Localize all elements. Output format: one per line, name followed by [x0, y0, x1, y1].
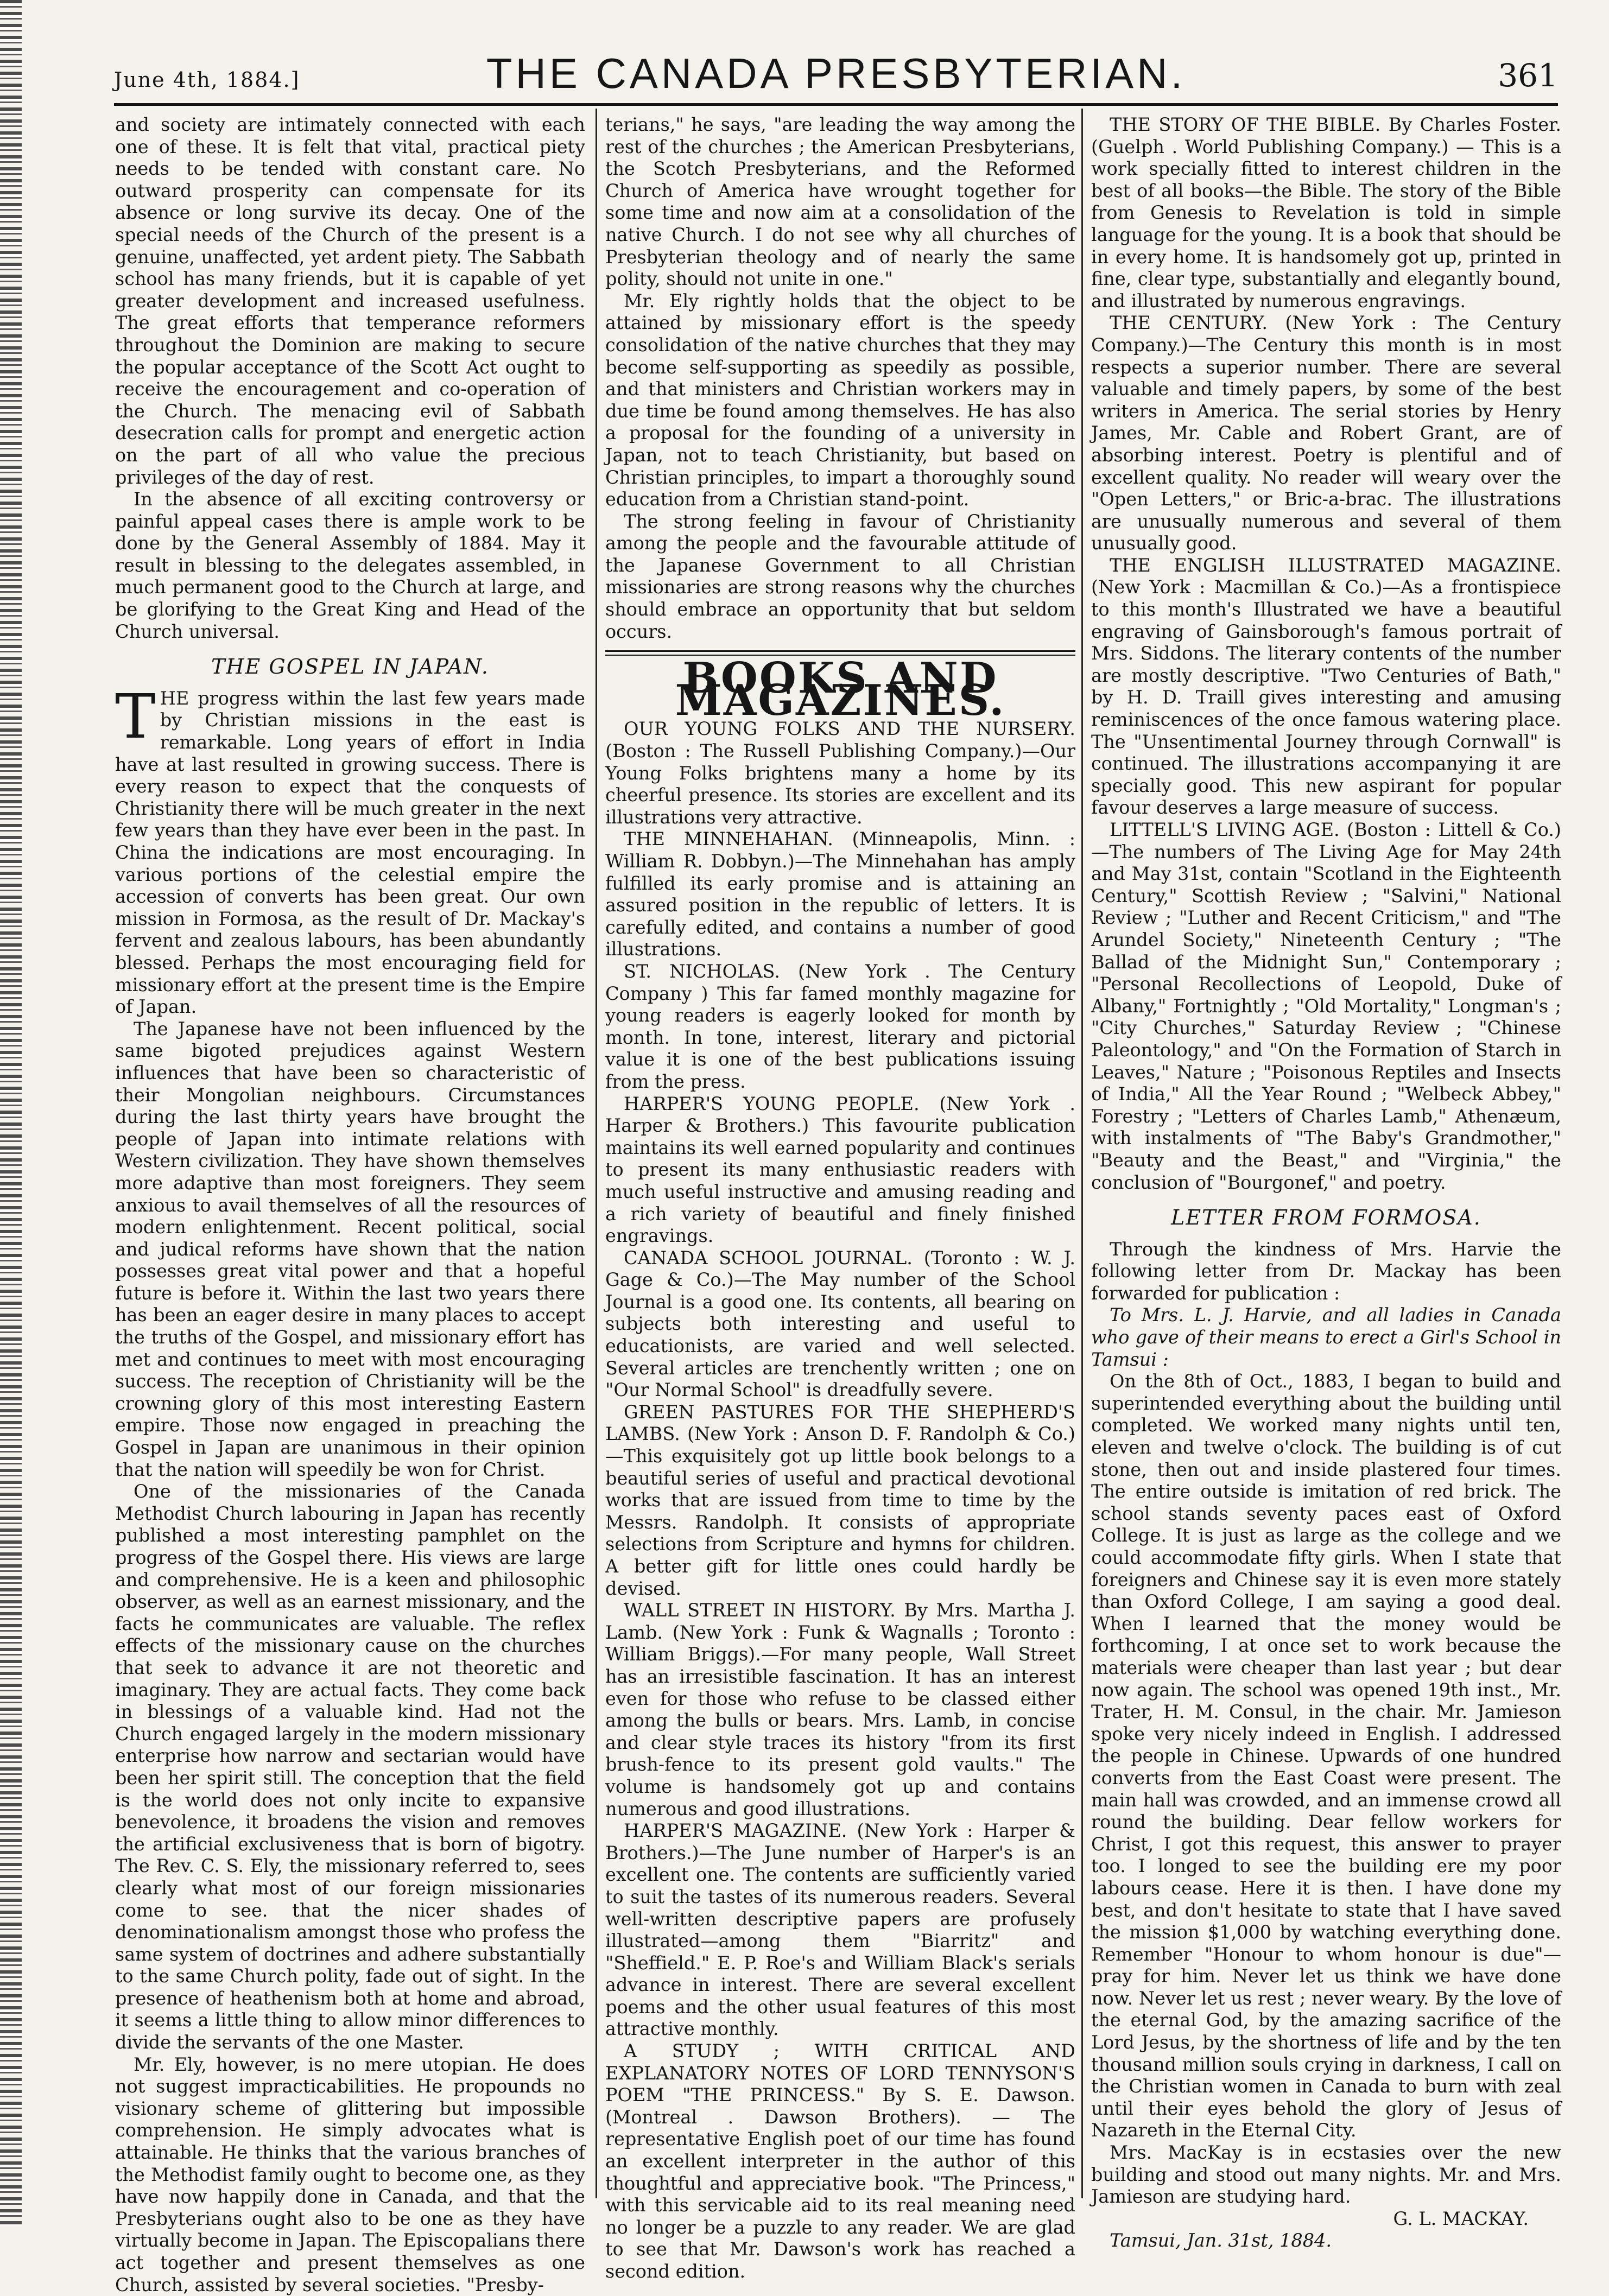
paragraph: On the 8th of Oct., 1883, I began to build and superintended everything about the building until completed. We worked many nights until ten, eleven and twelve o'clock. The building is of cut stone, then out and inside plastered four times. The entire outside is imitation of red brick. The school stands seventy paces east of Oxford College. It is just as large as the college and we could accommodate fifty girls. When I state that foreigners and Chinese say it is even more stately than Oxford College, I am saying a good deal. When I learned that the money would be forthcoming, I at once set to work because the materials were cheaper than last year ; but dear now again. The school was opened 19th inst., Mr. Trater, H. M. Consul, in the chair. Mr. Jamieson spoke very nicely indeed in English. I addressed the people in Chinese. Upwards of one hundred converts from the East Coast were present. The main hall was crowded, and an immense crowd all round the building. Dear fellow workers for Christ, I got this request, this answer to prayer too. I longed to see the building ere my poor labours cease. Here it is then. I have done my best, and don't hesitate to state that I have saved the mission $1,000 by watching everything done. Remember "Honour to whom honour is due"—pray for him. Never let us think we have done now. Never let us rest ; never weary. By the love of the eternal God, by the amazing sacrifice of the Lord Jesus, by the shortness of life and by the ten thousand million souls crying in darkness, I call on the Christian women in Canada to burn with zeal until their eyes behold the glory of Jesus of Nazareth in the Eternal City. [1091, 1371, 1561, 2141]
section-banner: BOOKS AND MAGAZINES. [675, 654, 1006, 725]
section-heading: THE GOSPEL IN JAPAN. [211, 655, 489, 679]
signature: G. L. MACKAY. [1393, 2208, 1529, 2229]
binding-edge [0, 0, 22, 2225]
column-2 [605, 114, 1075, 2282]
column-divider [1081, 109, 1083, 2198]
page-number: 361 [1498, 57, 1558, 94]
issue-date: June 4th, 1884.] [114, 68, 300, 92]
review-item: WALL STREET IN HISTORY. By Mrs. Martha J. Lamb. (New York : Funk & Wagnalls ; Toronto : William Briggs).—For many people, Wall Street has an irresistible fascination. It has an interest even for those who refuse to be classed either among the bulls or bears. Mrs. Lamb, in concise and clear style traces its history "from its first brush-fence to its present gold vaults." The volume is handsomely got up and contains numerous and good illustrations. [605, 1600, 1075, 1819]
paragraph: The Japanese have not been influenced by the same bigoted prejudices against Western influences that have been so characteristic of their Mongolian neighbours. Circumstances during the last thirty years have brought the people of Japan into intimate relations with Western civilization. They have shown themselves more adaptive than most foreigners. They seem anxious to avail themselves of all the resources of modern enlightenment. Recent political, social and judical reforms have shown that the nation possesses great vital power and that a hopeful future is before it. Within the last two years there has been an eager desire in many places to accept the truths of the Gospel, and missionary effort has met and continues to meet with most encouraging success. The reception of Christianity will be the crowning glory of this most interesting Eastern empire. Those now engaged in preaching the Gospel in Japan are unanimous in their opinion that the nation will speedily be won for Christ. [115, 1018, 585, 1480]
section-heading: LETTER FROM FORMOSA. [1171, 1206, 1481, 1230]
review-item: OUR YOUNG FOLKS AND THE NURSERY. (Boston : The Russell Publishing Company.)—Our Young Folks brightens many a home by its cheerful presence. Its stories are excellent and its illustrations very attractive. [605, 718, 1075, 828]
drop-cap: T [115, 681, 156, 752]
review-item: ST. NICHOLAS. (New York . The Century Company ) This far famed monthly magazine for young readers is eagerly looked for month by month. In tone, interest, literary and pictorial value it is one of the best publications issuing from the press. [605, 960, 1075, 1092]
column-3 [1091, 114, 1561, 2251]
review-item: THE CENTURY. (New York : The Century Company.)—The Century this month is in most respects a superior number. There are several valuable and timely papers, by some of the best writers in America. The serial stories by Henry James, Mr. Cable and Robert Grant, are of absorbing interest. Poetry is plentiful and of excellent quality. No reader will weary over the "Open Letters," or Bric-a-brac. The illustrations are unusually numerous and several of them unusually good. [1091, 312, 1561, 554]
paragraph: The strong feeling in favour of Christianity among the people and the favourable attitude of the Japanese Government to all Christian missionaries are strong reasons why the churches should embrace an opportunity that but seldom occurs. [605, 510, 1075, 642]
review-item: HARPER'S MAGAZINE. (New York : Harper & Brothers.)—The June number of Harper's is an excellent one. The contents are sufficiently varied to suit the tastes of its numerous readers. Several well-written descriptive papers are profusely illustrated—among them "Biarritz" and "Sheffield." E. P. Roe's and William Black's serials advance in interest. There are several excellent poems and the other usual features of this most attractive monthly. [605, 1820, 1075, 2040]
letter-salutation: To Mrs. L. J. Harvie, and all ladies in Canada who gave of their means to erect a Girl's School in Tamsui : [1091, 1304, 1561, 1370]
column-1 [115, 114, 585, 2295]
masthead-title: THE CANADA PRESBYTERIAN. [486, 49, 1186, 97]
paragraph: Mrs. MacKay is in ecstasies over the new building and stood out many nights. Mr. and Mrs. Jamieson are studying hard. [1091, 2142, 1561, 2208]
review-item: THE STORY OF THE BIBLE. By Charles Foster. (Guelph . World Publishing Company.) — This is a work specially fitted to interest children in the best of all books—the Bible. The story of the Bible from Genesis to Revelation is told in simple language for the young. It is a book that should be in every home. It is handsomely got up, printed in fine, clear type, substantially and elegantly bound, and illustrated by numerous engravings. [1091, 114, 1561, 312]
paragraph: and society are intimately connected with each one of these. It is felt that vital, practical piety needs to be tended with constant care. No outward prosperity can compensate for its absence or long survive its decay. One of the special needs of the Church of the present is a genuine, unaffected, yet ardent piety. The Sabbath school has many friends, but it is capable of yet greater development and increased usefulness. The great efforts that temperance reformers throughout the Dominion are making to secure the popular acceptance of the Scott Act ought to receive the encouragement and co-operation of the Church. The menacing evil of Sabbath desecration calls for prompt and energetic action on the part of all who value the precious privileges of the day of rest. [115, 114, 585, 488]
paragraph: In the absence of all exciting controversy or painful appeal cases there is ample work to be done by the General Assembly of 1884. May it result in blessing to the delegates assembled, in much permanent good to the Church at large, and be glorifying to the Great King and Head of the Church universal. [115, 489, 585, 642]
review-item: GREEN PASTURES FOR THE SHEPHERD'S LAMBS. (New York : Anson D. F. Randolph & Co.)—This exquisitely got up little book belongs to a beautiful series of useful and practical devotional works that are issued from time to time by the Messrs. Randolph. It consists of appropriate selections from Scripture and hymns for children. A better gift for little ones could hardly be devised. [605, 1401, 1075, 1599]
paragraph: One of the missionaries of the Canada Methodist Church labouring in Japan has recently published a most interesting pamphlet on the progress of the Gospel there. His views are large and comprehensive. He is a keen and philosophic observer, as well as an earnest missionary, and the facts he communicates are valuable. The reflex effects of the missionary cause on the churches that seek to advance it are not theoretic and imaginary. They are actual facts. They come back in blessings of a valuable kind. Had not the Church engaged largely in the modern missionary enterprise how narrow and sectarian would have been her spirit still. The conception that the field is the world does not only incite to expansive benevolence, it broadens the vision and removes the artificial exclusiveness that is born of bigotry. The Rev. C. S. Ely, the missionary referred to, sees clearly what most of our foreign missionaries come to see. that the nicer shades of denominationalism amongst those who profess the same system of doctrines and adhere substantially to the same Church polity, fade out of sight. In the presence of heathenism both at home and abroad, it seems a little thing to allow minor differences to divide the servants of the one Master. [115, 1481, 585, 2053]
paragraph: Mr. Ely, however, is no mere utopian. He does not suggest impracticabilities. He propounds no visionary scheme of glittering but impossible comprehension. He simply advocates what is attainable. He thinks that the various branches of the Methodist family ought to become one, as they have now happily done in Canada, and that the Presbyterians ought also to be one as they have virtually become in Japan. The Episcopalians there act together and present themselves as one Church, assisted by several societies. "Presby- [115, 2053, 585, 2295]
review-item: CANADA SCHOOL JOURNAL. (Toronto : W. J. Gage & Co.)—The May number of the School Journal is a good one. Its contents, all bearing on subjects both interesting and useful to educationists, are varied and well selected. Several articles are trenchently written ; one on "Our Normal School" is dreadfully severe. [605, 1247, 1075, 1401]
review-item: THE MINNEHAHAN. (Minneapolis, Minn. : William R. Dobbyn.)—The Minnehahan has amply fulfilled its early promise and is attaining an assured position in the republic of letters. It is carefully edited, and contains a number of good illustrations. [605, 828, 1075, 960]
paragraph: terians," he says, "are leading the way among the rest of the churches ; the American Presbyterians, the Scotch Presbyterians, and the Reformed Church of America have wrought together for some time and now aim at a consolidation of the native Church. I do not see why all churches of Presbyterian theology and of nearly the same polity, should not unite in one." [605, 114, 1075, 290]
review-item: THE ENGLISH ILLUSTRATED MAGAZINE. (New York : Macmillan & Co.)—As a frontispiece to this month's Illustrated we have a beautiful engraving of Gainsborough's famous portrait of Mrs. Siddons. The literary contents of the number are mostly descriptive. "Two Centuries of Bath," by H. D. Traill gives interesting and amusing reminiscences of the once famous watering place. The "Unsentimental Journey through Cornwall" is continued. The illustrations accompanying it are specially good. This new aspirant for popular favour deserves a large measure of success. [1091, 554, 1561, 819]
column-divider [596, 109, 597, 2198]
paragraph: Through the kindness of Mrs. Harvie the following letter from Dr. Mackay has been forwarded for publication : [1091, 1238, 1561, 1304]
header-rule [114, 103, 1558, 106]
review-item: LITTELL'S LIVING AGE. (Boston : Littell & Co.) —The numbers of The Living Age for May 24th and May 31st, contain "Scotland in the Eighteenth Century," Scottish Review ; "Salvini," National Review ; "Luther and Recent Criticism," and "The Arundel Society," Nineteenth Century ; "The Ballad of the Midnight Sun," Contemporary ; "Personal Recollections of Leopold, Duke of Albany," Fortnightly ; "Old Mortality," Longman's ; "City Churches," Saturday Review ; "Chinese Paleontology," and "On the Formation of Starch in Leaves," Nature ; "Poisonous Reptiles and Insects of India," All the Year Round ; "Welbeck Abbey," Forestry ; "Letters of Charles Lamb," Athenæum, with instalments of "The Baby's Grandmother," "Beauty and the Beast," and "Virginia," the conclusion of "Bourgonef," and poetry. [1091, 819, 1561, 1193]
review-item: HARPER'S YOUNG PEOPLE. (New York . Harper & Brothers.) This favourite publication maintains its well earned popularity and continues to present its many enthusiastic readers with much useful instructive and amusing reading and a rich variety of beautiful and finely finished engravings. [605, 1093, 1075, 1247]
page-header [114, 46, 1558, 98]
paragraph: THE progress within the last few years made by Christian missions in the east is remarkable. Long years of effort in India have at last resulted in growing success. There is every reason to expect that the conquests of Christianity there will be much greater in the next few years than they have ever been in the past. In China the indications are most encouraging. In various portions of the celestial empire the accession of converts has been great. Our own mission in Formosa, as the result of Dr. Mackay's fervent and zealous labours, has been abundantly blessed. Perhaps the most encouraging field for missionary effort at the present time is the Empire of Japan. [115, 681, 585, 1018]
review-item: A STUDY ; WITH CRITICAL AND EXPLANATORY NOTES OF LORD TENNYSON'S POEM "THE PRINCESS." By S. E. Dawson. (Montreal . Dawson Brothers). — The representative English poet of our time has found an excellent interpreter in the author of this thoughtful and appreciative book. "The Princess," with this servicable aid to its real meaning need no longer be a puzzle to any reader. We are glad to see that Mr. Dawson's work has reached a second edition. [605, 2040, 1075, 2282]
paragraph: Mr. Ely rightly holds that the object to be attained by missionary effort is the speedy consolidation of the native churches that they may become self-supporting as speedily as possible, and that ministers and Christian workers may in due time be found among themselves. He has also a proposal for the founding of a university in Japan, not to teach Christianity, but based on Christian principles, to impart a thoroughly sound education from a Christian stand-point. [605, 290, 1075, 510]
dateline: Tamsui, Jan. 31st, 1884. [1110, 2230, 1332, 2251]
